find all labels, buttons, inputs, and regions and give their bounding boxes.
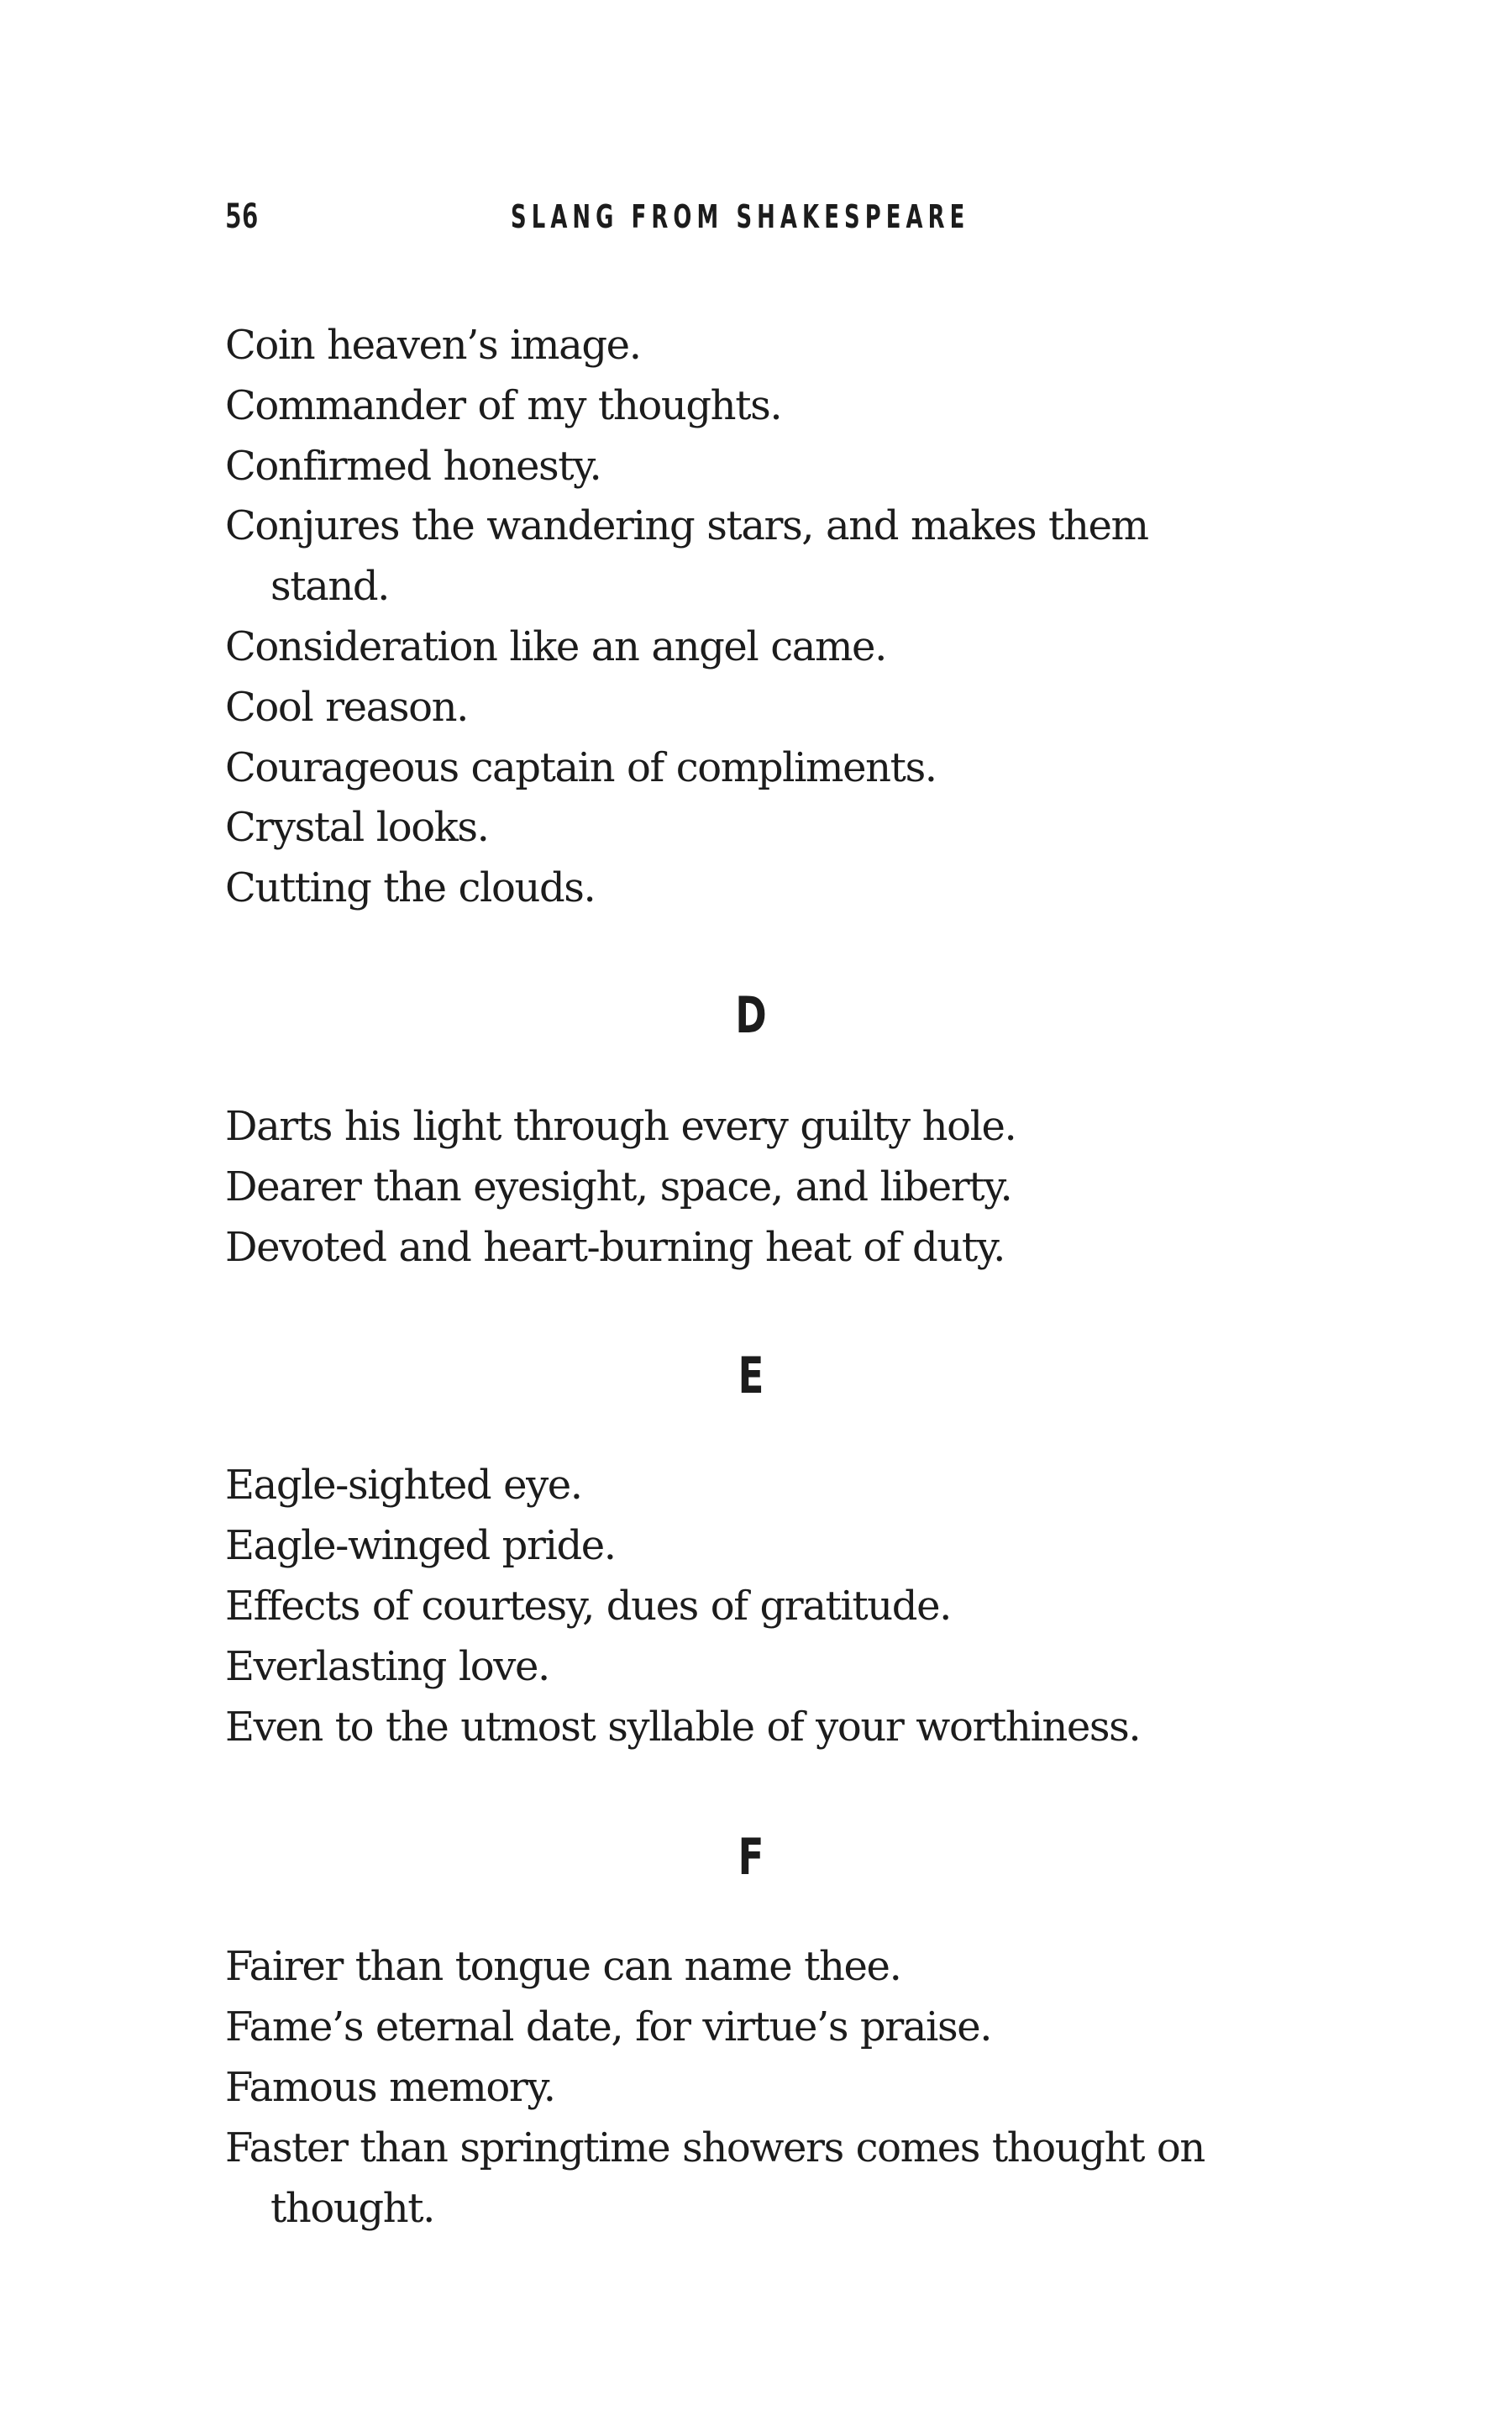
page-body	[225, 316, 1317, 2239]
section-d	[225, 986, 1317, 1278]
entry: Famous memory.	[225, 2063, 555, 2111]
section-heading-f: F	[738, 1828, 764, 1888]
entry: Fame’s eternal date, for virtue’s praise.	[225, 2003, 992, 2051]
entry: Consideration like an angel came.	[225, 622, 886, 670]
entry: Cool reason.	[225, 683, 469, 731]
entry: Eagle-winged pride.	[225, 1522, 616, 1570]
entry: Faster than springtime showers comes thought on thought.	[225, 2124, 1205, 2232]
entry: Coin heaven’s image.	[225, 322, 641, 369]
entry: Conjures the wandering stars, and makes them stand.	[225, 502, 1148, 611]
entry: Darts his light through every guilty hole.	[225, 1102, 1016, 1150]
section-c	[225, 316, 1317, 919]
entry: Confirmed honesty.	[225, 442, 601, 490]
section-e	[225, 1347, 1317, 1757]
entry: Crystal looks.	[225, 804, 489, 852]
entry: Dearer than eyesight, space, and liberty.	[225, 1163, 1012, 1210]
section-heading-e: E	[738, 1347, 764, 1406]
entry: Even to the utmost syllable of your worthiness.	[225, 1703, 1141, 1751]
section-f	[225, 1828, 1317, 2239]
page-number: 56	[225, 197, 259, 236]
section-heading-d: D	[735, 985, 767, 1045]
entry: Cutting the clouds.	[225, 864, 596, 912]
entry: Effects of courtesy, dues of gratitude.	[225, 1582, 951, 1630]
page-header	[225, 192, 1233, 242]
entry: Everlasting love.	[225, 1642, 549, 1690]
entry: Courageous captain of compliments.	[225, 743, 937, 791]
entry: Eagle-sighted eye.	[225, 1462, 582, 1510]
entry: Devoted and heart-burning heat of duty.	[225, 1223, 1005, 1271]
running-head: SLANG FROM SHAKESPEARE	[511, 198, 970, 235]
entry: Fairer than tongue can name thee.	[225, 1943, 901, 1991]
entry: Commander of my thoughts.	[225, 381, 782, 429]
